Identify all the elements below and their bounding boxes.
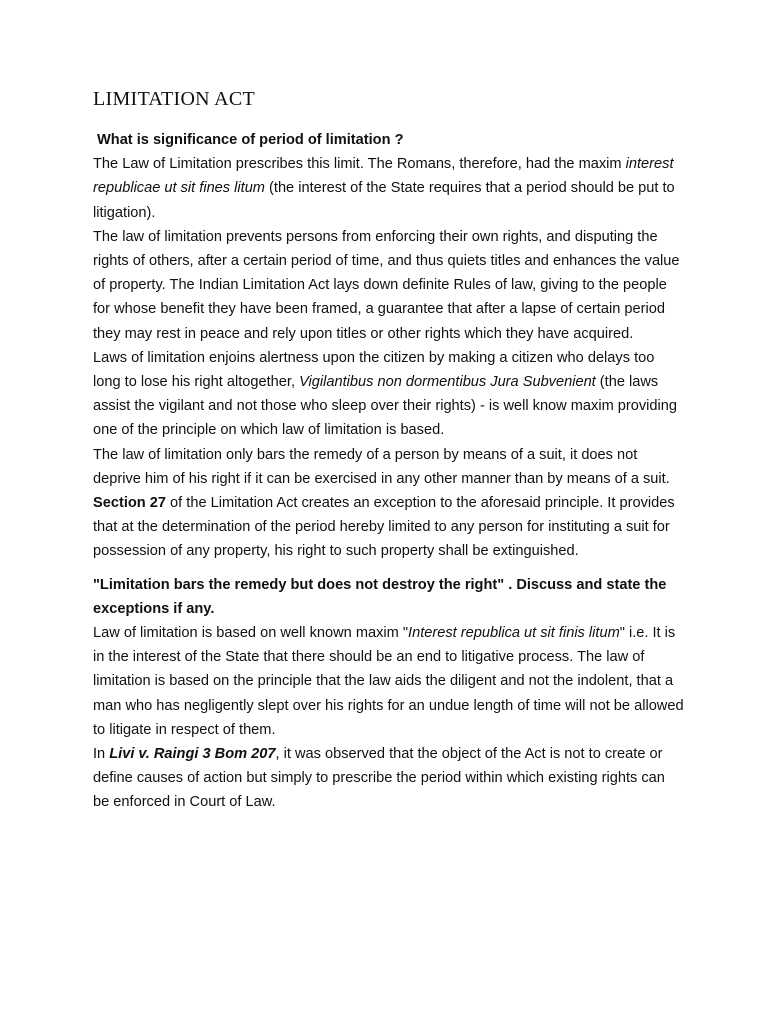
text-span: (the laws assist the vigilant and not those who sleep over their rights) - is well know maxim providing one of the principle on which law of limitation is based. (93, 374, 678, 439)
paragraph-bars-remedy: The law of limitation only bars the remedy of a person by means of a suit, it does not deprive him of his right if it can be exercised in any other manner than by means of a suit. (93, 446, 670, 487)
text-span: (the interest of the State requires that a period should be put to litigation). (93, 180, 675, 221)
text-span: Laws of limitation enjoins alertness upon the citizen by making a citizen who delays too long to lose his right altogether, (93, 349, 655, 391)
latin-maxim: interest republicae ut sit fines litum (93, 156, 674, 197)
paragraph-roman-maxim (93, 152, 685, 225)
text-span: In (93, 746, 110, 763)
paragraph-law-purpose: The law of limitation prevents persons from enforcing their own rights, and disputing the rights of others, after a certain period of time, and thus quiets titles and enhances the value of property. The Indian Limitation Act lays down definite Rules of law, giving to the people for whose benefit they have been framed, a guarantee that after a lapse of certain period they may rest in peace and rely upon titles or other rights which they have acquired. (93, 228, 680, 342)
latin-maxim: Vigilantibus non dormentibus Jura Subvenient (299, 374, 596, 391)
text-span: , it was observed that the object of the Act is not to create or define causes of action but simply to prescribe the period within which existing rights can be enforced in Court of Law. (93, 746, 665, 811)
section-reference: Section 27 (93, 495, 166, 512)
question-heading-1: What is significance of period of limitation ? (97, 132, 404, 148)
case-citation: Livi v. Raingi 3 Bom 207 (109, 746, 276, 763)
paragraph-case-citation (93, 742, 685, 815)
text-span: Law of limitation is based on well known maxim " (93, 625, 409, 642)
document-title: LIMITATION ACT (93, 88, 256, 110)
paragraph-maxim-basis (93, 621, 685, 742)
paragraph-section-27 (93, 491, 685, 564)
text-span: " i.e. It is in the interest of the State that there should be an end to litigative process. The law of limitation is based on the principle that the law aids the diligent and not the indolent, that a man who has negligently slept over his rights for an undue length of time will not be allowed to litigate in respect of them. (93, 625, 684, 738)
question-heading-2: "Limitation bars the remedy but does not destroy the right" . Discuss and state the exceptions if any. (93, 576, 667, 617)
document-body (93, 128, 685, 815)
latin-maxim: Interest republica ut sit finis litum (408, 625, 620, 642)
text-span: of the Limitation Act creates an exception to the aforesaid principle. It provides that at the determination of the period hereby limited to any person for instituting a suit for possession of any property, his right to such property shall be extinguished. (93, 495, 675, 560)
paragraph-alertness (93, 346, 685, 443)
text-span: The Law of Limitation prescribes this limit. The Romans, therefore, had the maxim (93, 156, 626, 173)
